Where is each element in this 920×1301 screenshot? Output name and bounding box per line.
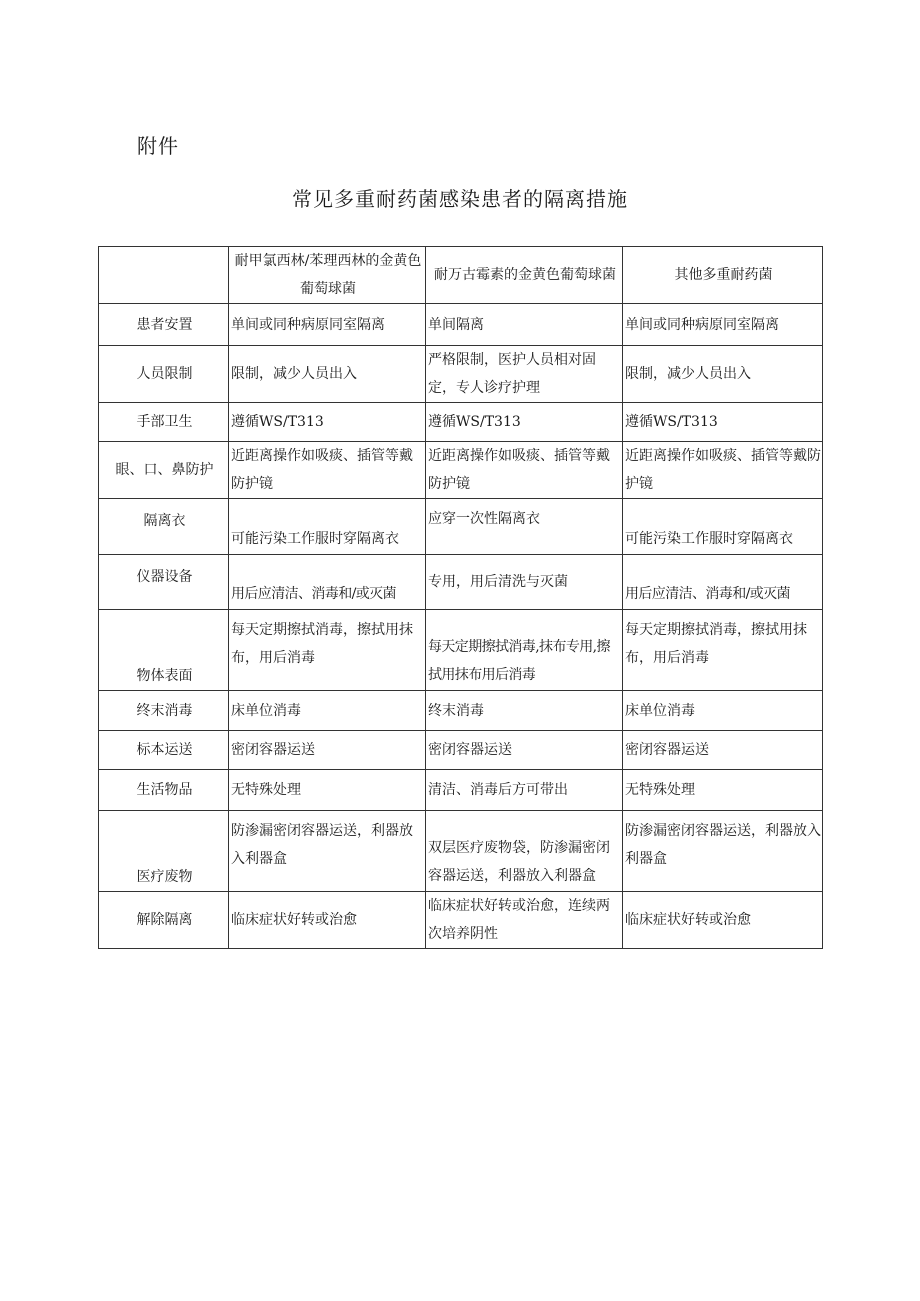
table-row [99,610,823,691]
table-cell: 遵循WS/T313 [229,403,426,442]
table-cell: 近距离操作如吸痰、插管等戴防护镜 [426,442,623,499]
table-cell: 床单位消毒 [229,691,426,731]
table-cell: 床单位消毒 [623,691,823,731]
table-cell: 无特殊处理 [623,770,823,811]
table-cell: 可能污染工作服时穿隔离衣 [623,499,823,555]
table-cell: 遵循WS/T313 [426,403,623,442]
row-label: 仪器设备 [99,555,229,610]
table-cell: 每天定期擦拭消毒，擦拭用抹布，用后消毒 [229,610,426,691]
table-cell: 遵循WS/T313 [623,403,823,442]
table-cell: 密闭容器运送 [623,731,823,770]
row-label: 手部卫生 [99,403,229,442]
table-cell: 用后应清洁、消毒和/或灭菌 [229,555,426,610]
table-cell: 密闭容器运送 [229,731,426,770]
table-cell: 近距离操作如吸痰、插管等戴防护镜 [623,442,823,499]
table-row [99,555,823,610]
header-mrsa: 耐甲氯西林/苯理西林的金黄色葡萄球菌 [229,247,426,304]
isolation-measures-table [98,246,823,949]
table-cell: 防渗漏密闭容器运送，利器放入利器盒 [623,811,823,892]
table-cell: 限制，减少人员出入 [229,346,426,403]
document-title: 常见多重耐药菌感染患者的隔离措施 [292,187,628,211]
row-label: 医疗废物 [99,811,229,892]
table-row [99,304,823,346]
header-vrsa: 耐万古霉素的金黄色葡萄球菌 [426,247,623,304]
table-cell: 密闭容器运送 [426,731,623,770]
table-cell: 限制，减少人员出入 [623,346,823,403]
row-label: 人员限制 [99,346,229,403]
table-cell: 专用，用后清洗与灭菌 [426,555,623,610]
table-cell: 临床症状好转或治愈，连续两次培养阴性 [426,892,623,949]
table-cell: 每天定期擦拭消毒,抹布专用,擦拭用抹布用后消毒 [426,610,623,691]
table-cell: 终末消毒 [426,691,623,731]
table-cell: 每天定期擦拭消毒，擦拭用抹布，用后消毒 [623,610,823,691]
table-cell: 应穿一次性隔离衣 [426,499,623,555]
row-label: 患者安置 [99,304,229,346]
attachment-label: 附件 [137,134,179,158]
row-label: 解除隔离 [99,892,229,949]
table-cell: 单间或同种病原同室隔离 [229,304,426,346]
row-label: 物体表面 [99,610,229,691]
table-row [99,346,823,403]
table-row [99,442,823,499]
table-cell: 用后应清洁、消毒和/或灭菌 [623,555,823,610]
table-cell: 临床症状好转或治愈 [623,892,823,949]
header-other-mdro: 其他多重耐药菌 [623,247,823,304]
table-cell: 可能污染工作服时穿隔离衣 [229,499,426,555]
table-cell: 防渗漏密闭容器运送，利器放入利器盒 [229,811,426,892]
row-label: 生活物品 [99,770,229,811]
table-row [99,403,823,442]
header-empty-cell [99,247,229,304]
table-row [99,811,823,892]
table-cell: 严格限制，医护人员相对固定，专人诊疗护理 [426,346,623,403]
table-row [99,691,823,731]
table-cell: 单间或同种病原同室隔离 [623,304,823,346]
table-cell: 近距离操作如吸痰、插管等戴防护镜 [229,442,426,499]
table-header-row [99,247,823,304]
table-cell: 无特殊处理 [229,770,426,811]
table-row [99,770,823,811]
table-cell: 双层医疗废物袋，防渗漏密闭容器运送，利器放入利器盒 [426,811,623,892]
table-row [99,731,823,770]
table-row [99,499,823,555]
row-label: 终末消毒 [99,691,229,731]
table-cell: 清洁、消毒后方可带出 [426,770,623,811]
row-label: 眼、口、鼻防护 [99,442,229,499]
row-label: 隔离衣 [99,499,229,555]
table-cell: 单间隔离 [426,304,623,346]
table-cell: 临床症状好转或治愈 [229,892,426,949]
row-label: 标本运送 [99,731,229,770]
table-row [99,892,823,949]
